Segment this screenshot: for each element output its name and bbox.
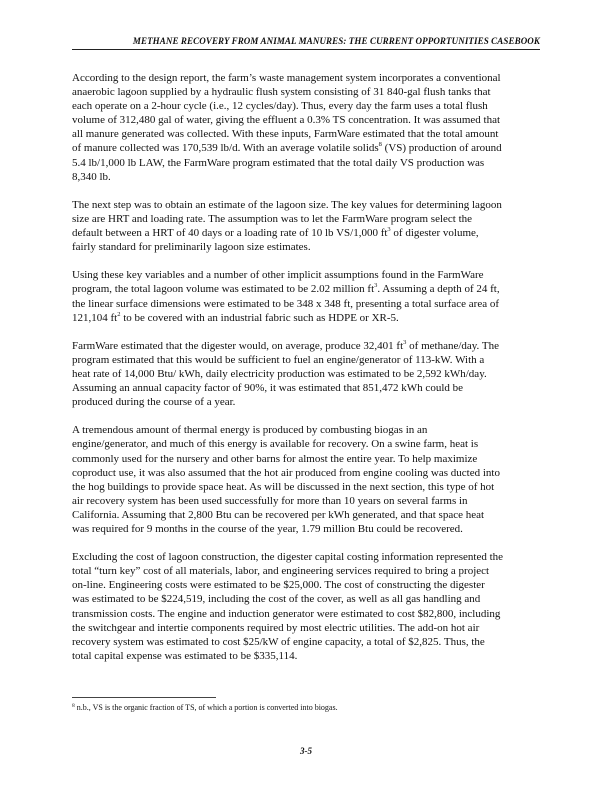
text-line: transmission costs. The engine and induction generator were estimated to cost $82,800, including	[72, 607, 501, 620]
text-line: According to the design report, the farm’s waste management system incorporates a conventional	[72, 72, 501, 84]
superscript: 3	[387, 226, 391, 234]
text-line: total capital expense was estimated to be $335,114.	[72, 649, 298, 662]
text-line: total “turn key” cost of all materials, labor, and engineering services required to bring a project	[72, 565, 490, 578]
text-line: was estimated to be $224,519, including the cost of the cover, as well as all gas handling and	[72, 593, 481, 606]
paragraph-capital-costs	[72, 550, 542, 663]
paragraph-thermal-energy	[72, 423, 542, 536]
text-line: volume of 312,480 gal of water, giving the effluent a 0.3% TS concentration. It was assumed that	[72, 114, 501, 127]
text-line: coproduct use, it was also assumed that the hot air produced from engine cooling was ducted into	[72, 466, 500, 479]
text-line	[72, 141, 542, 155]
text-segment: to be covered with an industrial fabric such as HDPE or XR-5.	[120, 311, 399, 324]
text-segment: . Assuming a depth of 24 ft,	[377, 283, 500, 296]
superscript: 3	[403, 338, 407, 346]
text-line: each operate on a 2-hour cycle (i.e., 12 cycles/day). Thus, every day the farm uses a total flush	[72, 100, 488, 113]
footnote-divider	[72, 697, 216, 698]
text-line: the linear surface dimensions were estimated to be 348 x 348 ft, presenting a total surface area of	[72, 297, 500, 310]
text-line: air recovery system has been used successfully for more than 10 years on several farms in	[72, 494, 468, 507]
footnote-text: n.b., VS is the organic fraction of TS, of which a portion is converted into biogas.	[74, 703, 338, 712]
text-line	[72, 311, 542, 325]
text-line: recovery system was estimated to cost $25/kW of engine capacity, a total of $2,825. Thus, the	[72, 635, 485, 648]
text-segment: 121,104 ft	[72, 311, 118, 324]
text-line	[72, 282, 542, 296]
paragraph-farm-waste-system	[72, 71, 542, 184]
text-segment: (VS) production of around	[381, 142, 502, 155]
paragraph-lagoon-volume	[72, 268, 542, 324]
text-line: 8,340 lb.	[72, 170, 111, 183]
text-line: on-line. Engineering costs were estimated to be $25,000. The cost of constructing the digester	[72, 579, 485, 592]
text-line: Using these key variables and a number of other implicit assumptions found in the FarmWare	[72, 269, 484, 282]
text-line: Excluding the cost of lagoon construction, the digester capital costing information represented the	[72, 551, 504, 564]
text-line: anaerobic lagoon supplied by a hydraulic flush system consisting of 31 840-gal flush tanks that	[72, 86, 491, 99]
text-segment: FarmWare estimated that the digester would, on average, produce 32,401 ft	[72, 339, 404, 352]
text-segment: of manure collected was 170,539 lb/d. With an average volatile solids	[72, 142, 379, 155]
superscript: 2	[117, 310, 121, 318]
header-divider	[72, 49, 540, 50]
text-line: 5.4 lb/1,000 lb LAW, the FarmWare program estimated that the total daily VS production was	[72, 156, 485, 169]
text-line: California. Assuming that 2,800 Btu can be recovered per kWh generated, and that space heat	[72, 508, 485, 521]
text-line	[72, 339, 542, 353]
page-number: 3-5	[300, 746, 312, 756]
superscript: 3	[374, 282, 378, 290]
text-line	[72, 226, 542, 240]
text-line: all manure generated was collected. With these inputs, FarmWare estimated that the total amount	[72, 128, 499, 141]
text-line: the hog buildings to provide space heat. As will be discussed in the next section, this type of hot	[72, 480, 495, 493]
text-segment: default between a HRT of 40 days or a loading rate of 10 lb VS/1,000 ft	[72, 227, 388, 240]
footnote-reference: 8	[378, 141, 382, 149]
text-line: size are HRT and loading rate. The assumption was to let the FarmWare program select the	[72, 212, 473, 225]
text-line: the switchgear and intertie components required by most electric utilities. The add-on hot air	[72, 621, 480, 634]
paragraph-methane-production	[72, 339, 542, 409]
text-line: engine/generator, and much of this energy is available for recovery. On a swine farm, heat is	[72, 438, 479, 451]
footnote-marker: 8	[72, 703, 75, 709]
text-line: fairly standard for preliminarily lagoon size estimates.	[72, 241, 311, 254]
text-line: Assuming an annual capacity factor of 90%, it was estimated that 851,472 kWh could be	[72, 382, 464, 395]
footnote	[72, 703, 540, 713]
text-line: The next step was to obtain an estimate of the lagoon size. The key values for determining lagoon	[72, 198, 502, 211]
text-line: commonly used for the nursery and other barns for almost the entire year. To help maximize	[72, 452, 478, 465]
text-segment: of digester volume,	[390, 227, 479, 240]
text-line: heat rate of 14,000 Btu/ kWh, daily electricity production was estimated to be 2,592 kWh/day.	[72, 367, 487, 380]
text-segment: of methane/day. The	[406, 339, 499, 352]
running-header: METHANE RECOVERY FROM ANIMAL MANURES: THE CURRENT OPPORTUNITIES CASEBOOK	[132, 36, 540, 46]
text-line: was required for 9 months in the course of the year, 1.79 million Btu could be recovered.	[72, 523, 463, 535]
text-segment: program, the total lagoon volume was estimated to be 2.02 million ft	[72, 283, 375, 296]
body-text	[72, 71, 542, 677]
text-line: produced during the course of a year.	[72, 396, 236, 409]
text-line: A tremendous amount of thermal energy is produced by combusting biogas in an	[72, 424, 428, 437]
paragraph-lagoon-size	[72, 198, 542, 254]
text-line: program estimated that this would be sufficient to fuel an engine/generator of 113-kW. With a	[72, 353, 485, 366]
